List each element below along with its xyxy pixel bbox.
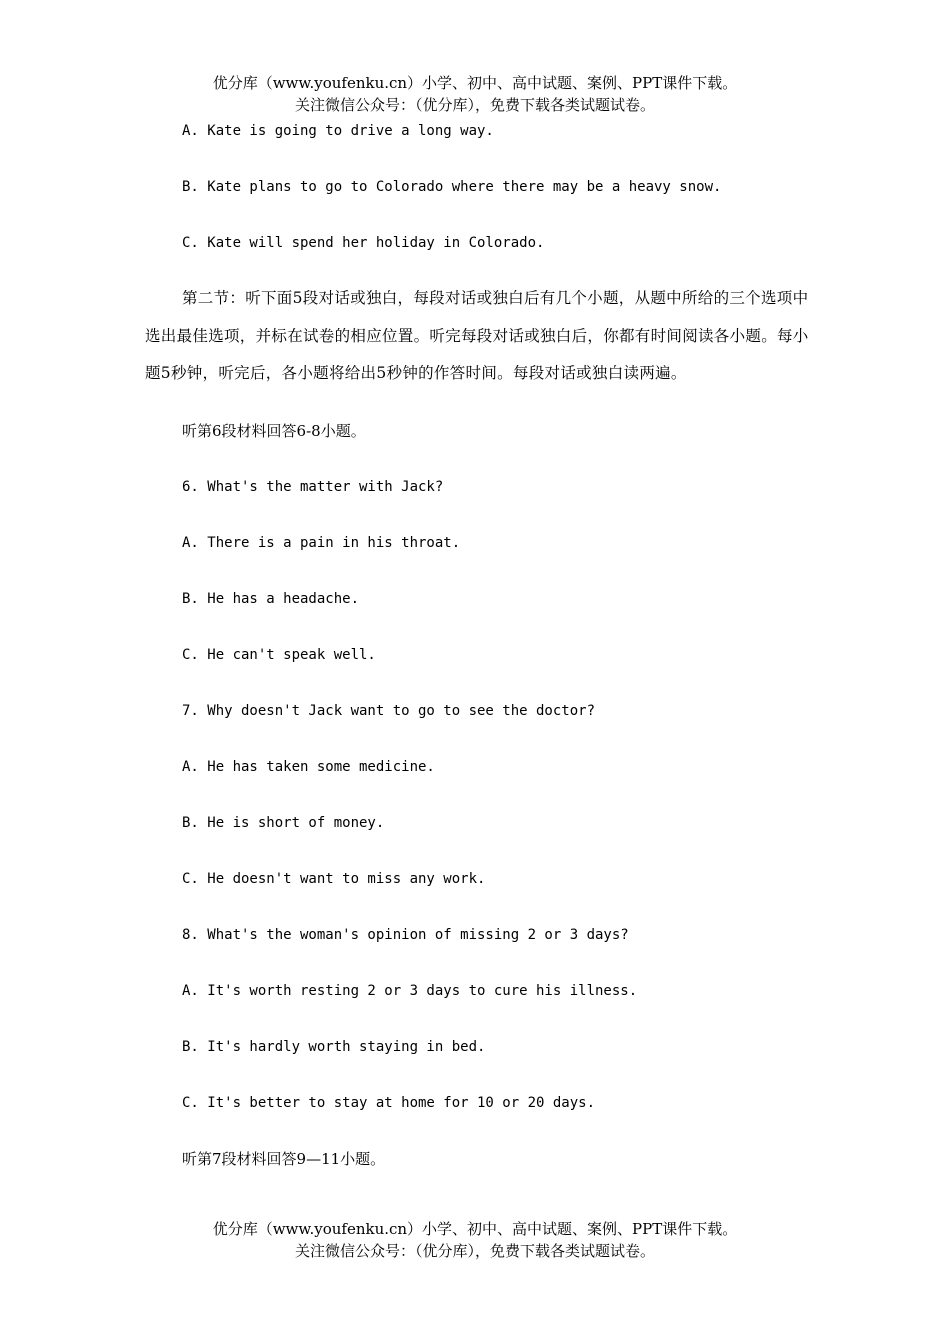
option-text: C. It's better to stay at home for 10 or 20 days. (182, 1094, 596, 1111)
header-line-2: 关注微信公众号：（优分库），免费下载各类试题试卷。 (294, 96, 655, 114)
option-text: C. He doesn't want to miss any work. (182, 870, 486, 887)
footer-line-1: 优分库（www.youfenku.cn）小学、初中、高中试题、案例、PPT课件下载。 (212, 1220, 738, 1238)
section-instructions: 第二节：听下面5段对话或独白，每段对话或独白后有几个小题，从题中所给的三个选项中选出最佳选项，并标在试卷的相应位置。听完每段对话或独白后，你都有时间阅读各小题。每小题5秒钟，听完后，各小题将给出5秒钟的作答时间。每段对话或独白读两遍。 (145, 289, 809, 382)
option-text: B. It's hardly worth staying in bed. (182, 1038, 486, 1055)
header-line-1: 优分库（www.youfenku.cn）小学、初中、高中试题、案例、PPT课件下载。 (212, 74, 738, 92)
page-footer (0, 1218, 950, 1262)
option-text: A. He has taken some medicine. (182, 758, 435, 775)
material-heading: 听第6段材料回答6-8小题。 (182, 421, 366, 440)
question-stem: 7. Why doesn't Jack want to go to see the doctor? (182, 702, 596, 719)
option-text: A. Kate is going to drive a long way. (182, 123, 494, 139)
page-header (0, 72, 950, 116)
option-text: C. He can't speak well. (182, 646, 376, 663)
option-text: B. Kate plans to go to Colorado where there may be a heavy snow. (182, 179, 722, 195)
document-body (145, 121, 810, 1169)
option-text: B. He has a headache. (182, 590, 360, 607)
option-text: A. There is a pain in his throat. (182, 534, 461, 551)
option-text: C. Kate will spend her holiday in Colorado. (182, 235, 545, 251)
question-stem: 6. What's the matter with Jack? (182, 478, 444, 495)
footer-line-2: 关注微信公众号：（优分库），免费下载各类试题试卷。 (294, 1242, 655, 1260)
material-heading: 听第7段材料回答9—11小题。 (182, 1149, 386, 1168)
option-text: A. It's worth resting 2 or 3 days to cure his illness. (182, 982, 638, 999)
question-stem: 8. What's the woman's opinion of missing 2 or 3 days? (182, 926, 629, 943)
option-text: B. He is short of money. (182, 814, 385, 831)
